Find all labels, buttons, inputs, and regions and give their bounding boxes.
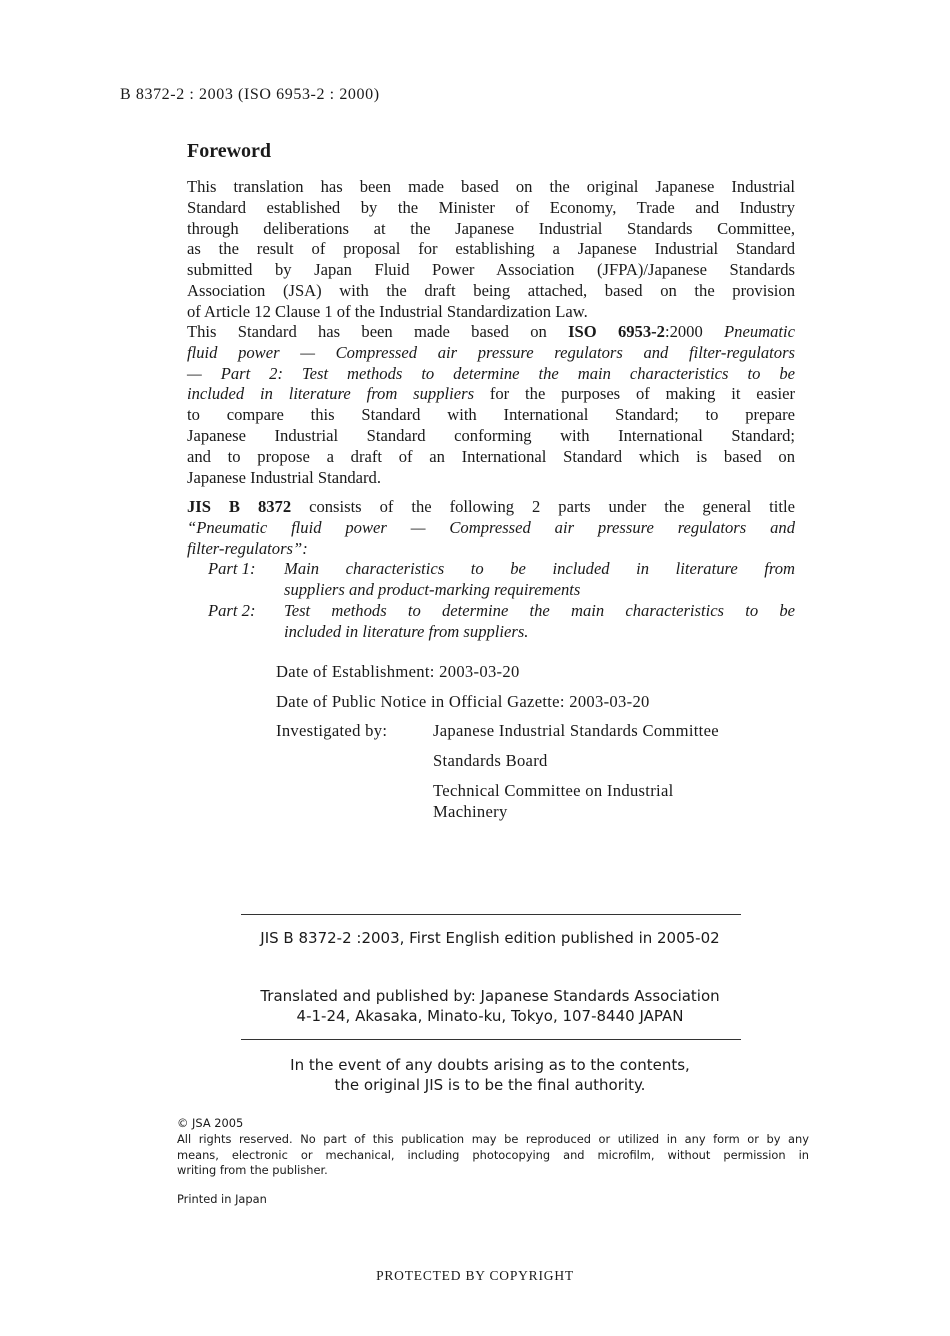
text-line: submitted by Japan Fluid Power Association (JFPA)/Japanese Standards [187, 260, 795, 280]
authority-line: In the event of any doubts arising as to the contents, [290, 1056, 690, 1074]
text-line: Association (JSA) with the draft being attached, based on the provision [187, 280, 795, 300]
authority-line: the original JIS is to be the final authority. [334, 1076, 646, 1094]
publisher-info [175, 986, 805, 1026]
investigator: Standards Board [433, 751, 548, 770]
divider [241, 914, 741, 915]
text-run: included in literature from suppliers [187, 384, 475, 404]
text-line: “Pneumatic fluid power — Compressed air pressure regulators and [187, 517, 795, 537]
text-line: of Article 12 Clause 1 of the Industrial Standardization Law. [187, 301, 588, 321]
foreword-paragraph-1 [187, 177, 795, 323]
document-header: B 8372-2 : 2003 (ISO 6953-2 : 2000) [120, 86, 380, 103]
investigated-label: Investigated by: [276, 721, 388, 740]
part-label: Part 1: [208, 559, 256, 578]
text-run: for the purposes of making it easier [474, 384, 795, 404]
rights-notice [177, 1132, 809, 1179]
text-run: This Standard has been made based on [187, 322, 569, 341]
establishment-value: 2003-03-20 [439, 662, 520, 681]
text-line [187, 384, 795, 405]
foreword-title: Foreword [187, 140, 272, 162]
part-description [284, 601, 795, 643]
publisher-address: 4-1-24, Akasaka, Minato-ku, Tokyo, 107-8440 JAPAN [296, 1007, 684, 1025]
part-description [284, 559, 795, 601]
text-line: as the result of proposal for establishing a Japanese Industrial Standard [187, 239, 795, 259]
text-line: writing from the publisher. [177, 1163, 328, 1177]
protected-footer: PROTECTED BY COPYRIGHT [376, 1268, 574, 1283]
text-run: Pneumatic [724, 322, 795, 341]
text-line: suppliers and product-marking requirements [284, 579, 581, 599]
text-line: Standard established by the Minister of Economy, Trade and Industry [187, 197, 795, 217]
edition-info: JIS B 8372-2 :2003, First English edition published in 2005-02 [260, 929, 720, 947]
gazette-label: Date of Public Notice in Official Gazette: [276, 692, 565, 711]
establishment-label: Date of Establishment: [276, 662, 435, 681]
text-line: through deliberations at the Japanese Industrial Standards Committee, [187, 218, 795, 238]
text-line: — Part 2: Test methods to determine the main characteristics to be [187, 363, 795, 383]
text-line: Test methods to determine the main characteristics to be [284, 601, 795, 620]
investigator: Machinery [433, 802, 508, 821]
gazette-value: 2003-03-20 [569, 692, 650, 711]
text-run: :2000 [664, 322, 725, 341]
text-line [187, 497, 795, 518]
text-line: filter-regulators”: [187, 538, 308, 558]
text-line: Main characteristics to be included in literature from [284, 559, 795, 578]
text-line: included in literature from suppliers. [284, 621, 529, 641]
gazette-date [276, 692, 650, 713]
text-line: and to propose a draft of an International Standard which is based on [187, 446, 795, 466]
text-line: All rights reserved. No part of this publication may be reproduced or utilized in any form or by any [177, 1132, 809, 1146]
authority-note [175, 1055, 805, 1095]
jis-reference: JIS B 8372 [187, 497, 292, 516]
text-line: Japanese Industrial Standard. [187, 467, 381, 487]
copyright-notice: © JSA 2005 [177, 1116, 244, 1130]
text-line [187, 322, 795, 343]
part-2-entry [208, 601, 795, 643]
establishment-date [276, 662, 520, 683]
text-line: to compare this Standard with International Standard; to prepare [187, 405, 795, 425]
investigator: Japanese Industrial Standards Committee [433, 721, 719, 740]
text-run: consists of the following 2 parts under the general title [291, 497, 795, 516]
publisher-line: Translated and published by: Japanese Standards Association [260, 987, 720, 1005]
investigator: Technical Committee on Industrial [433, 781, 674, 800]
iso-reference: ISO 6953-2 [568, 322, 665, 341]
part-label: Part 2: [208, 601, 256, 620]
foreword-paragraph-2 [187, 322, 795, 488]
text-line: This translation has been made based on the original Japanese Industrial [187, 177, 795, 196]
text-line: Japanese Industrial Standard conforming with International Standard; [187, 425, 795, 445]
foreword-paragraph-3 [187, 497, 795, 559]
part-1-entry [208, 559, 795, 601]
text-line: means, electronic or mechanical, including photocopying and microfilm, without permission in [177, 1147, 809, 1162]
divider [241, 1039, 741, 1040]
printed-notice: Printed in Japan [177, 1192, 267, 1206]
text-line: fluid power — Compressed air pressure regulators and filter-regulators [187, 342, 795, 362]
